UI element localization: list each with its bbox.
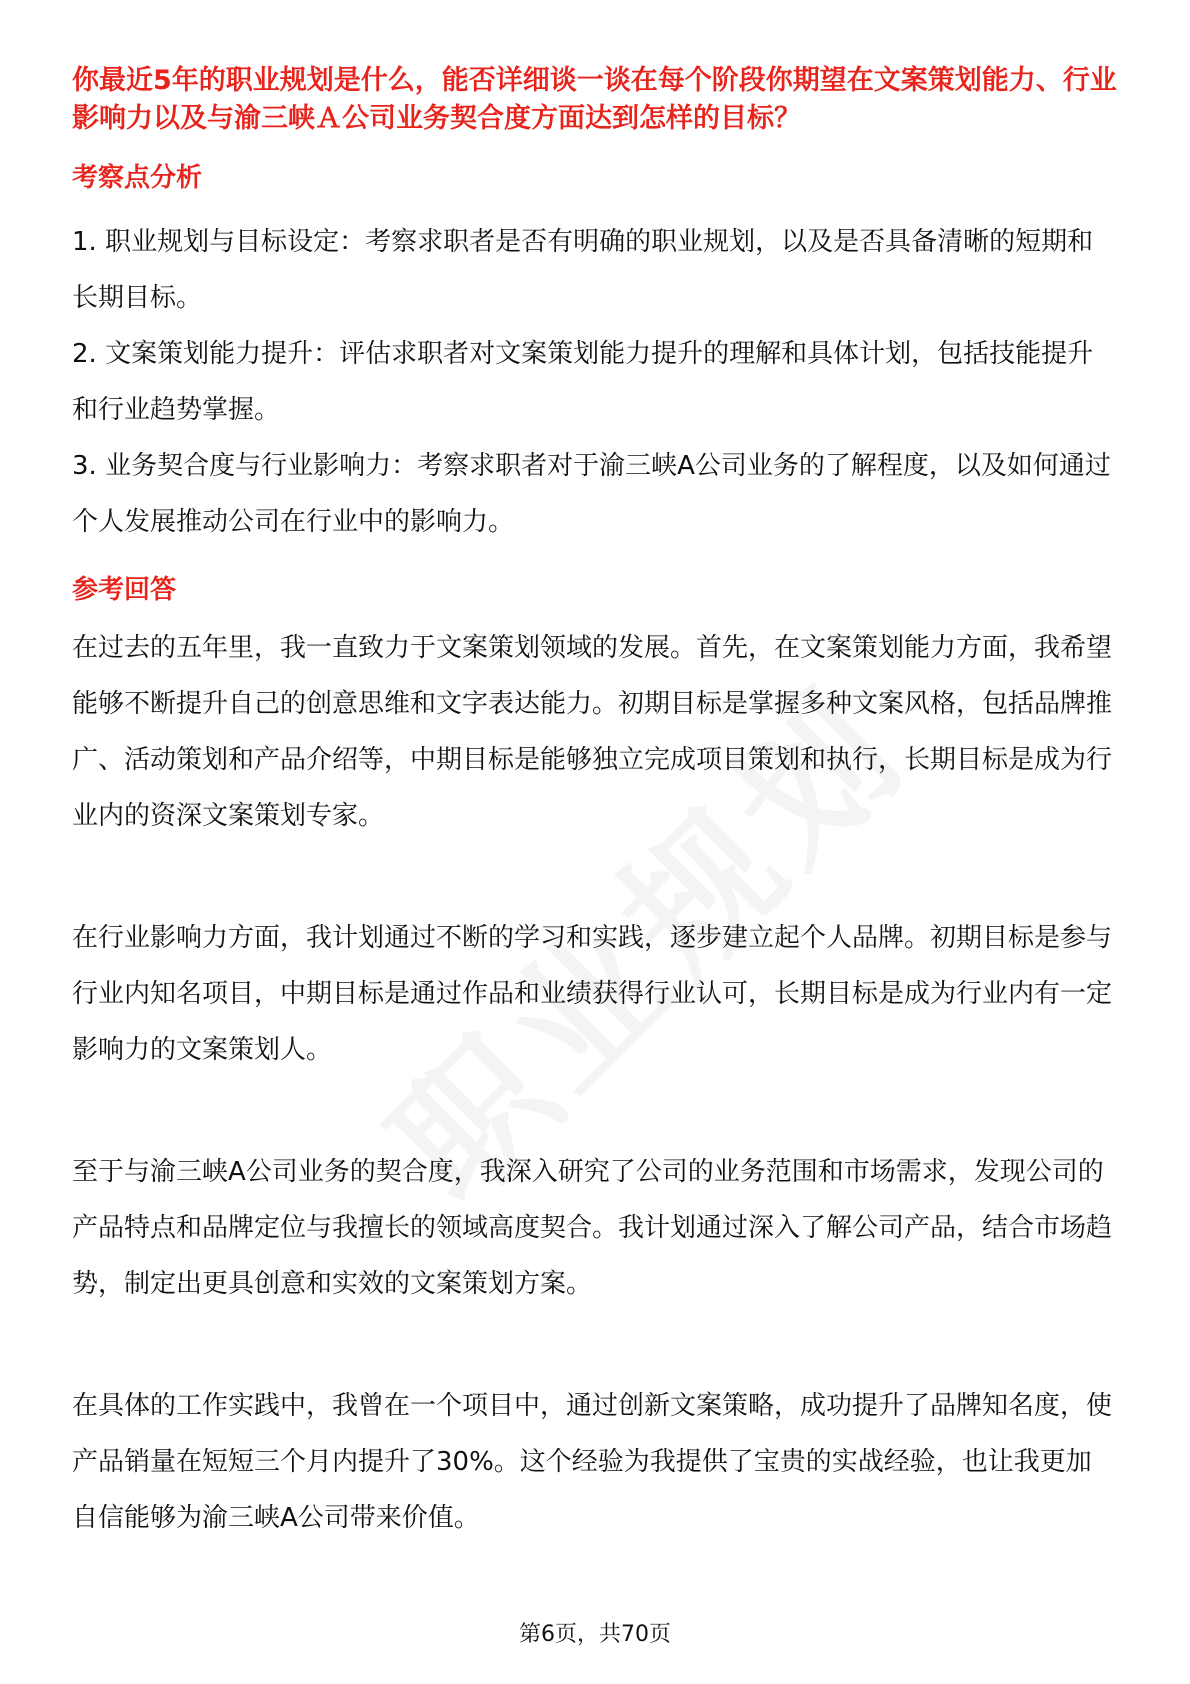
answer-title: 参考回答 — [72, 575, 177, 605]
answer-paragraph-2: 在行业影响力方面，我计划通过不断的学习和实践，逐步建立起个人品牌。初期目标是参与行业内知名项目，中期目标是通过作品和业绩获得行业认可，长期目标是成为行业内有一定影响力的文案策划人。 — [72, 923, 1113, 1065]
analysis-point-3: 3. 业务契合度与行业影响力：考察求职者对于渝三峡A公司业务的了解程度，以及如何通过个人发展推动公司在行业中的影响力。 — [72, 451, 1111, 537]
answer-body — [72, 620, 1117, 1546]
analysis-point-1: 1. 职业规划与目标设定：考察求职者是否有明确的职业规划，以及是否具备清晰的短期和长期目标。 — [72, 227, 1094, 313]
document-page — [72, 62, 1117, 1546]
answer-paragraph-3: 至于与渝三峡A公司业务的契合度，我深入研究了公司的业务范围和市场需求，发现公司的产品特点和品牌定位与我擅长的领域高度契合。我计划通过深入了解公司产品，结合市场趋势，制定出更具创意和实效的文案策划方案。 — [72, 1157, 1113, 1299]
question-heading: 你最近5年的职业规划是什么，能否详细谈一谈在每个阶段你期望在文案策划能力、行业影响力以及与渝三峡Ａ公司业务契合度方面达到怎样的目标？ — [72, 65, 1117, 134]
analysis-point-2: 2. 文案策划能力提升：评估求职者对文案策划能力提升的理解和具体计划，包括技能提升和行业趋势掌握。 — [72, 339, 1094, 425]
page-number: 第6页，共70页 — [519, 1622, 671, 1647]
answer-paragraph-4: 在具体的工作实践中，我曾在一个项目中，通过创新文案策略，成功提升了品牌知名度，使产品销量在短短三个月内提升了30%。这个经验为我提供了宝贵的实战经验，也让我更加自信能够为渝三峡A公司带来价值。 — [72, 1391, 1113, 1533]
answer-paragraph-1: 在过去的五年里，我一直致力于文案策划领域的发展。首先，在文案策划能力方面，我希望能够不断提升自己的创意思维和文字表达能力。初期目标是掌握多种文案风格，包括品牌推广、活动策划和产品介绍等，中期目标是能够独立完成项目策划和执行，长期目标是成为行业内的资深文案策划专家。 — [72, 633, 1113, 831]
analysis-title: 考察点分析 — [72, 163, 203, 193]
